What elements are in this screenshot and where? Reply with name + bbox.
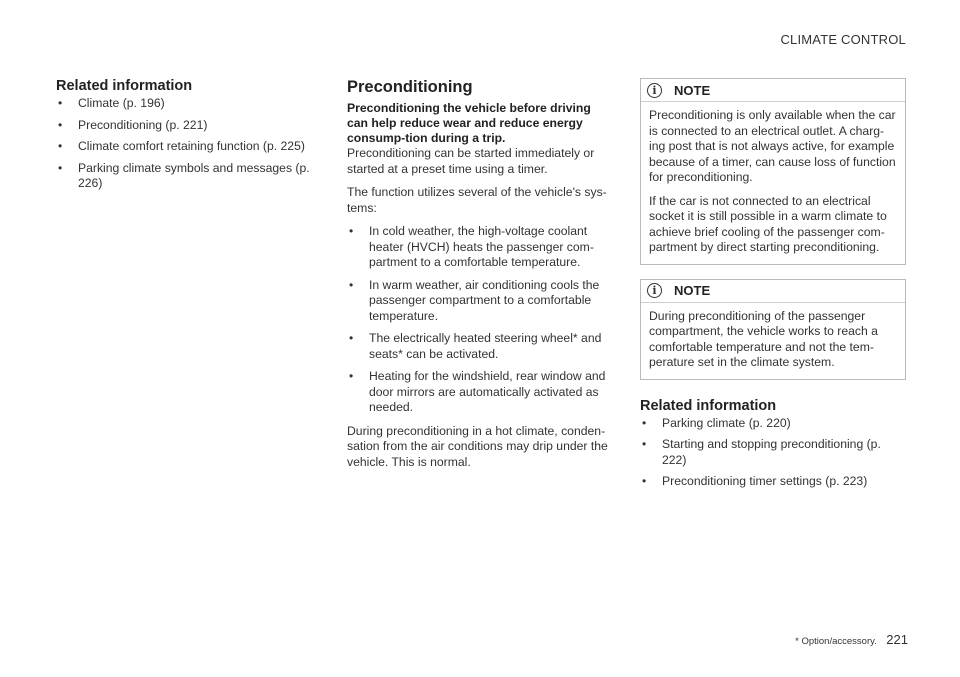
- bullet-icon: •: [642, 437, 647, 451]
- bullet-icon: •: [58, 160, 63, 175]
- systems-list: [347, 224, 609, 416]
- list-item: • In warm weather, air conditioning cools the passenger compartment to a comfortable temperature.: [349, 277, 600, 323]
- list-item: • Heating for the windshield, rear window and door mirrors are automatically activated as needed.: [349, 369, 606, 414]
- right-column: [640, 78, 906, 498]
- middle-column: [347, 78, 609, 478]
- note-paragraph: Preconditioning is only available when the car is connected to an electrical outlet. A charg-ing post that is not always active, for example because of a timer, can cause loss of function for preconditioning.: [649, 108, 896, 184]
- bullet-icon: •: [58, 117, 63, 132]
- bullet-icon: •: [642, 474, 647, 488]
- paragraph-systems: The function utilizes several of the vehicle's sys-tems:: [347, 185, 607, 215]
- list-item: • The electrically heated steering wheel* and seats* can be activated.: [349, 331, 602, 361]
- footnote: * Option/accessory.: [795, 636, 877, 647]
- bullet-icon: •: [349, 224, 354, 238]
- note-body: [641, 102, 905, 264]
- note-paragraph: If the car is not connected to an electrical socket it is still possible in a warm climate to achieve brief cooling of the passenger com-partment by direct starting preconditioning.: [649, 193, 887, 254]
- info-circle-icon: i: [647, 83, 662, 98]
- left-column: [56, 78, 311, 200]
- note-paragraph: During preconditioning of the passenger compartment, the vehicle works to reach a comfortable temperature and not the tem-perature set in the climate system.: [649, 308, 878, 369]
- section-heading: Preconditioning: [347, 78, 473, 96]
- related-info-list: [56, 96, 311, 192]
- note-header: [641, 79, 905, 102]
- bullet-icon: •: [58, 96, 63, 110]
- related-link-climate[interactable]: • Climate (p. 196): [58, 96, 165, 110]
- related-link-start-stop[interactable]: • Starting and stopping preconditioning (p. 222): [642, 437, 881, 467]
- related-link-parking-symbols[interactable]: • Parking climate symbols and messages (p. 226): [58, 160, 310, 190]
- bullet-icon: •: [349, 369, 354, 383]
- related-link-comfort-retaining[interactable]: • Climate comfort retaining function (p. 225): [58, 139, 305, 153]
- list-item: • In cold weather, the high-voltage coolant heater (HVCH) heats the passenger com-partment to a comfortable temperature.: [349, 224, 594, 269]
- section-intro: Preconditioning the vehicle before driving can help reduce wear and reduce energy consump-tion during a trip.: [347, 101, 591, 145]
- related-info-list: [640, 416, 906, 490]
- bullet-icon: •: [58, 139, 63, 153]
- page-number: 221: [886, 632, 908, 647]
- note-header: [641, 280, 905, 303]
- paragraph-condensation: During preconditioning in a hot climate, conden-sation from the air conditions may drip under the vehicle. This is normal.: [347, 423, 608, 469]
- bullet-icon: •: [349, 277, 354, 292]
- page-footer: [795, 632, 908, 647]
- info-circle-icon: i: [647, 283, 662, 298]
- related-link-parking-climate[interactable]: • Parking climate (p. 220): [642, 415, 791, 430]
- note-box-temperature: [640, 279, 906, 380]
- bullet-icon: •: [642, 415, 647, 430]
- bullet-icon: •: [349, 331, 354, 345]
- note-box-outlet: [640, 78, 906, 265]
- related-link-preconditioning[interactable]: • Preconditioning (p. 221): [58, 117, 208, 132]
- related-link-timer-settings[interactable]: • Preconditioning timer settings (p. 223): [642, 474, 868, 488]
- page-header-title: CLIMATE CONTROL: [780, 32, 906, 47]
- note-title: NOTE: [674, 283, 711, 298]
- related-info-heading: Related information: [56, 78, 193, 94]
- note-body: [641, 303, 905, 379]
- note-title: NOTE: [674, 82, 711, 98]
- related-info-heading: Related information: [640, 397, 777, 414]
- paragraph-timer: Preconditioning can be started immediately or started at a preset time using a timer.: [347, 146, 595, 176]
